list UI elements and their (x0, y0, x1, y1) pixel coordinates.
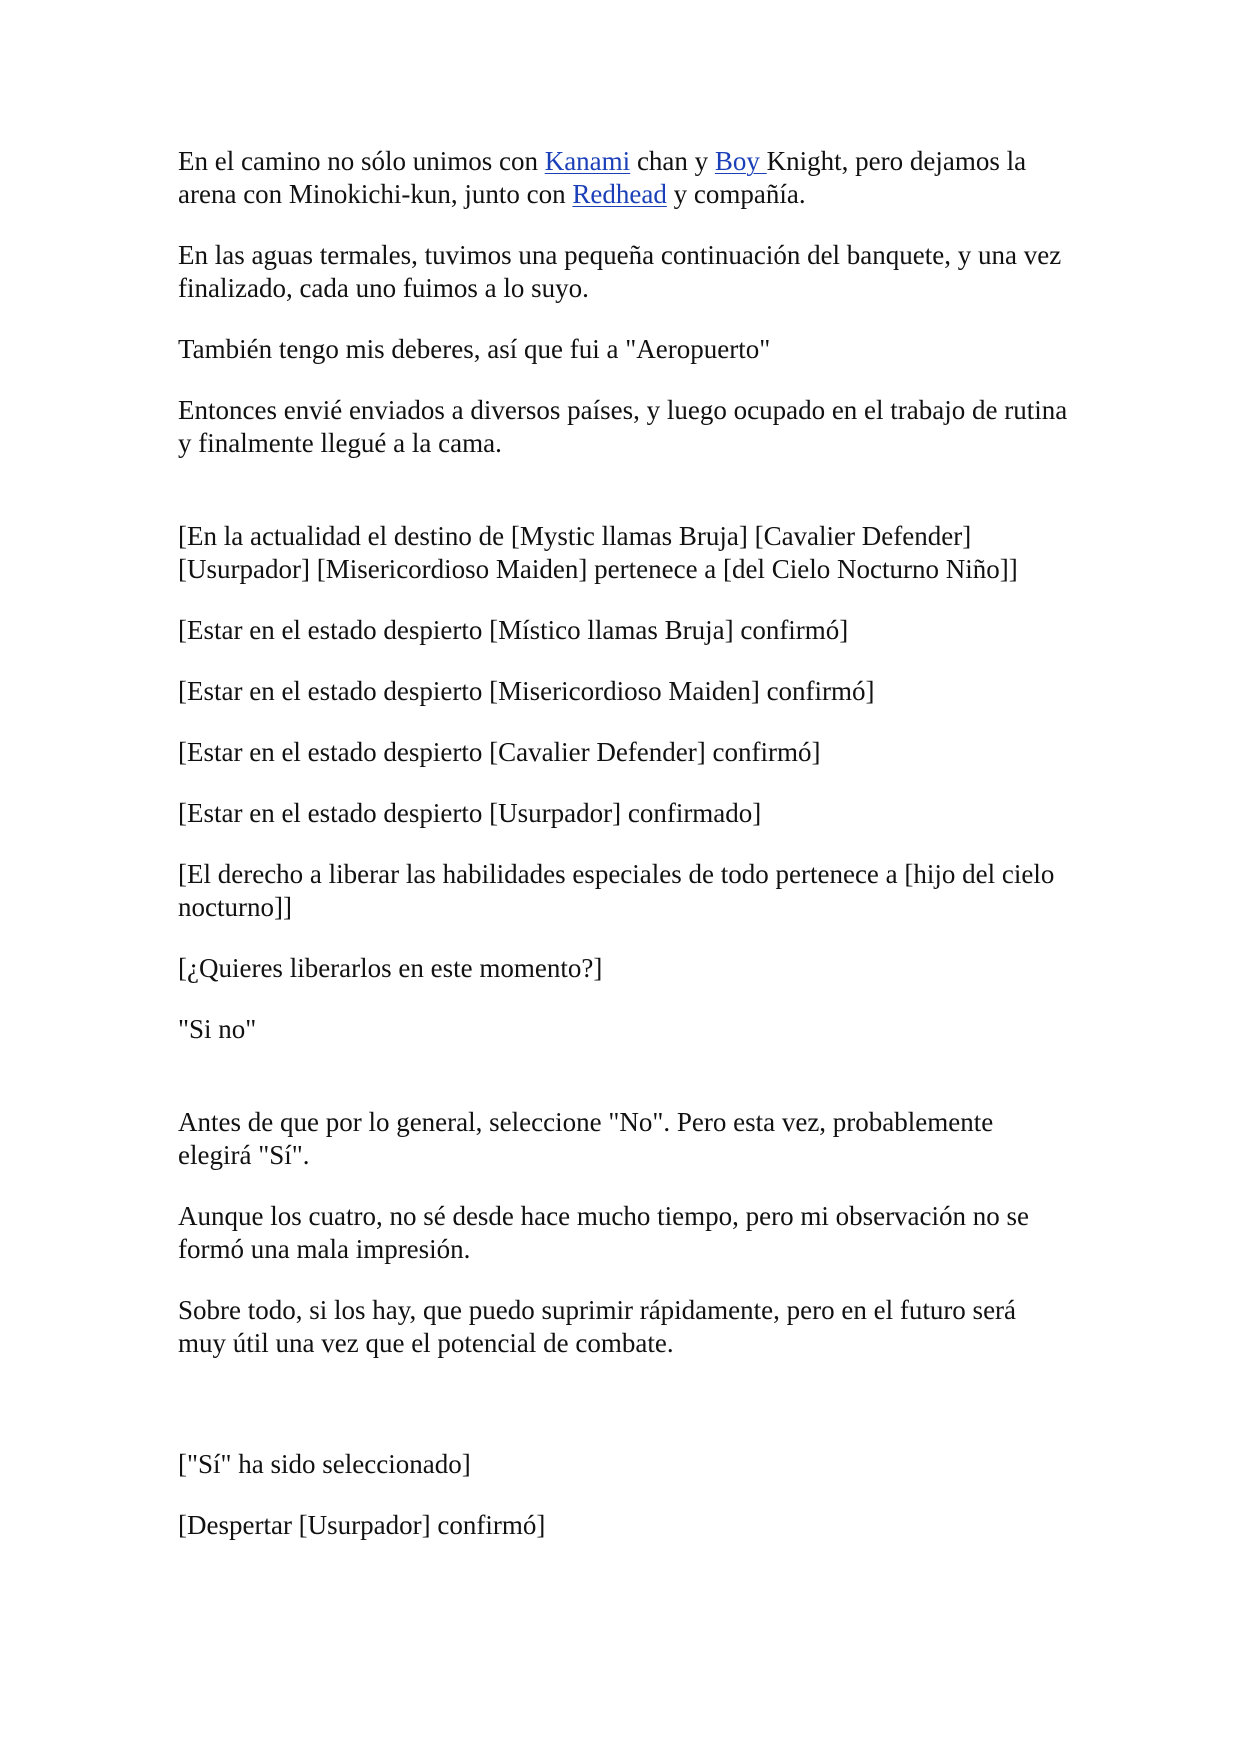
paragraph-1-text-b: chan y (630, 146, 715, 176)
paragraph-8: [Estar en el estado despierto [Cavalier Defender] confirmó] (178, 737, 821, 767)
document-body (178, 145, 1068, 1570)
paragraph-14: Aunque los cuatro, no sé desde hace mucho tiempo, pero mi observación no se formó una mala impresión. (178, 1201, 1030, 1264)
paragraph-9: [Estar en el estado despierto [Usurpador] confirmado] (178, 798, 762, 828)
paragraph-1-text-c: Knight, pero dejamos la arena con Minokichi-kun, junto con (178, 146, 1027, 209)
link-kanami[interactable]: Kanami (544, 146, 631, 176)
link-redhead[interactable]: Redhead (572, 179, 667, 209)
paragraph-10: [El derecho a liberar las habilidades especiales de todo pertenece a [hijo del cielo nocturno]] (178, 859, 1055, 922)
paragraph-15: Sobre todo, si los hay, que puedo suprimir rápidamente, pero en el futuro será muy útil una vez que el potencial de combate. (178, 1295, 1017, 1358)
paragraph-6: [Estar en el estado despierto [Místico llamas Bruja] confirmó] (178, 615, 849, 645)
paragraph-1-text-a: En el camino no sólo unimos con (178, 146, 545, 176)
paragraph-13: Antes de que por lo general, seleccione "No". Pero esta vez, probablemente elegirá "Sí". (178, 1107, 994, 1170)
link-boy[interactable]: Boy (714, 146, 767, 176)
paragraph-5: [En la actualidad el destino de [Mystic llamas Bruja] [Cavalier Defender] [Usurpador] [Misericordioso Maiden] pertenece a [del Cielo Nocturno Niño]] (178, 521, 1018, 584)
paragraph-11: [¿Quieres liberarlos en este momento?] (178, 953, 603, 983)
paragraph-1 (178, 145, 1068, 211)
paragraph-3: También tengo mis deberes, así que fui a "Aeropuerto" (178, 334, 771, 364)
paragraph-17: [Despertar [Usurpador] confirmó] (178, 1510, 546, 1540)
paragraph-12: "Si no" (178, 1014, 257, 1044)
paragraph-16: ["Sí" ha sido seleccionado] (178, 1449, 471, 1479)
paragraph-4: Entonces envié enviados a diversos países, y luego ocupado en el trabajo de rutina y finalmente llegué a la cama. (178, 395, 1068, 458)
paragraph-1-text-d: y compañía. (666, 179, 806, 209)
paragraph-2: En las aguas termales, tuvimos una pequeña continuación del banquete, y una vez finalizado, cada uno fuimos a lo suyo. (178, 240, 1062, 303)
paragraph-7: [Estar en el estado despierto [Misericordioso Maiden] confirmó] (178, 676, 875, 706)
